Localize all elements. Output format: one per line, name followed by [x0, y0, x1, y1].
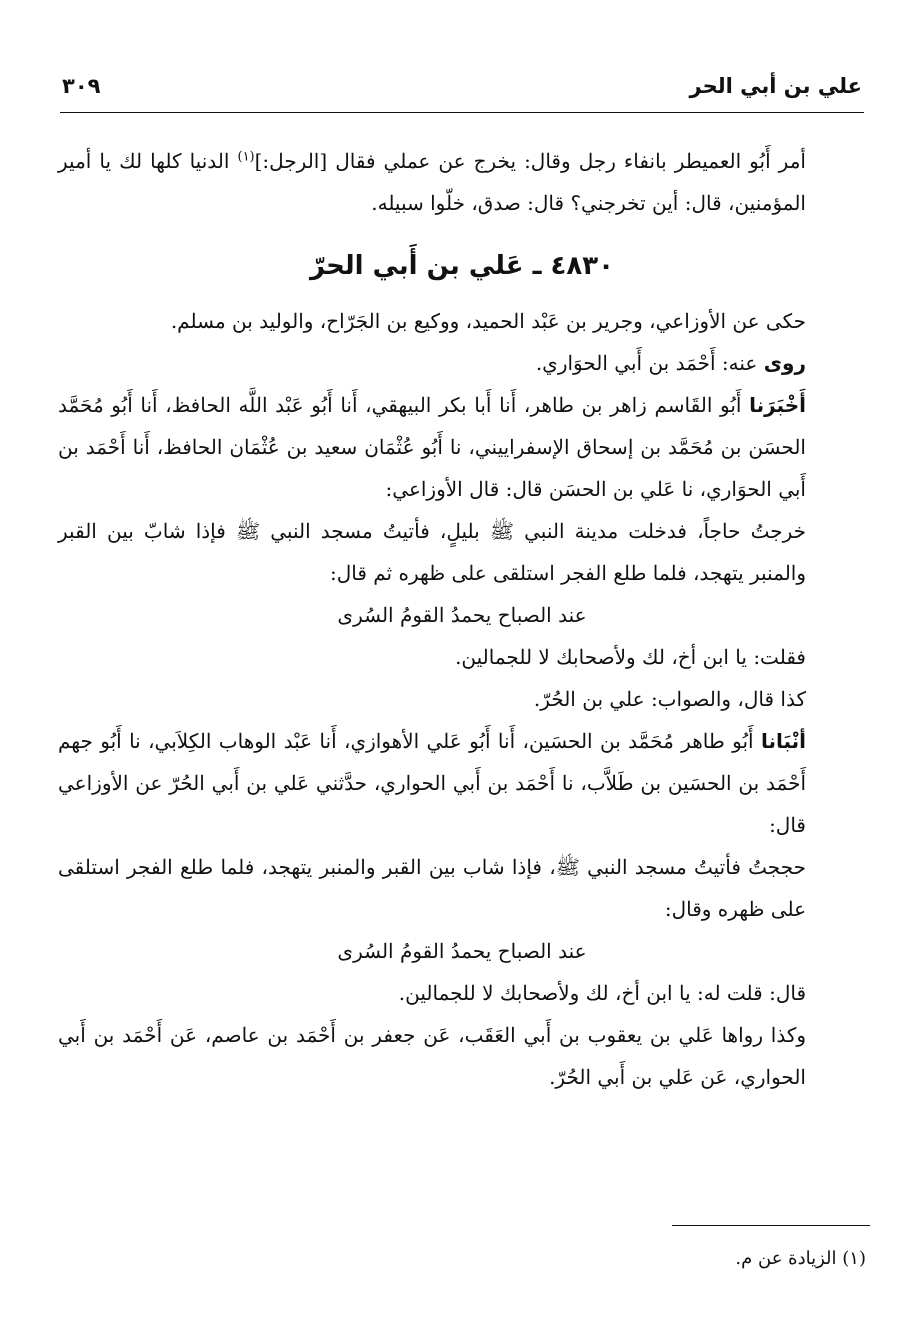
verse-line-2: عند الصباح يحمدُ القومُ السُرى [337, 939, 587, 963]
running-header-title: علي بن أبي الحر [689, 74, 862, 98]
narration-paragraph-2: فقلت: يا ابن أخ، لك ولأصحابك لا للجمالين. [455, 645, 806, 669]
footnote [735, 1248, 866, 1269]
anbana-lead: أنْبَانا [760, 729, 806, 753]
entry-paragraph-1: حكى عن الأوزاعي، وجرير بن عَبْد الحميد، ووكيع بن الجَرّاح، والوليد بن مسلم. [170, 309, 806, 333]
entry-paragraph-2 [58, 342, 866, 384]
header-rule [60, 112, 864, 113]
footnote-rule [672, 1225, 870, 1226]
narration-paragraph-3: حججتُ فأتيتُ مسجد النبي ﷺ، فإذا شاب بين القبر والمنبر يتهجد، فلما طلع الفجر استلقى على ظهره وقال: [58, 855, 806, 921]
page-body [58, 140, 866, 1098]
isnad-text-2: أَبُو طاهر مُحَمَّد بن الحسَين، أَنا أَبُو عَلي الأهوازي، أَنا عَبْد الوهاب الكِلاَبي، نا أَبُو جهم أَحْمَد بن الحسَين بن طَلاَّب، نا أَحْمَد بن أَبي الحواري، حدَّثني عَلي بن أَبي الحُرّ عن الأوزاعي قال: [58, 729, 806, 837]
footnote-marker: (١) [237, 149, 255, 165]
footnote-number: (١) [842, 1248, 866, 1269]
correction-note: كذا قال، والصواب: علي بن الحُرّ. [533, 687, 806, 711]
intro-paragraph [58, 140, 866, 224]
riwaya-lead: روى [763, 351, 806, 375]
isnad-text-1: أَبُو القَاسم زاهر بن طاهر، أَنا أَبا بكر البيهقي، أَنا أَبُو عَبْد اللَّه الحافظ، أَنا أَبُو مُحَمَّد الحسَن بن مُحَمَّد بن إسحاق الإسفراييني، نا أَبُو عُثْمَان سعيد بن عُثْمَان الحافظ، أَنا أَحْمَد بن أَبي الحوَاري، نا عَلي بن الحسَن قال: قال الأوزاعي: [58, 393, 806, 501]
verse-line-1: عند الصباح يحمدُ القومُ السُرى [337, 603, 587, 627]
closing-paragraph: وكذا رواها عَلي بن يعقوب بن أَبي العَقَب، عَن جعفر بن أَحْمَد بن عاصم، عَن أَحْمَد بن أَبي الحواري، عَن عَلي بن أَبي الحُرّ. [58, 1023, 806, 1089]
page-number: ٣٠٩ [62, 74, 101, 98]
intro-text-b: الدنيا كلها لك يا أمير المؤمنين، قال: أين تخرجني؟ قال: صدق، خلّوا سبيله. [58, 149, 806, 215]
intro-text-a: أمر أَبُو العميطر بانفاء رجل وقال: يخرج عن عملي فقال [الرجل:] [254, 149, 806, 173]
footnote-text: الزيادة عن م. [735, 1248, 837, 1269]
isnad-paragraph-2 [58, 720, 866, 846]
narration-paragraph-1: خرجتُ حاجاً، فدخلت مدينة النبي ﷺ بليلٍ، فأتيتُ مسجد النبي ﷺ فإذا شابّ بين القبر والمنبر يتهجد، فلما طلع الفجر استلقى على ظهره ثم قال: [58, 519, 807, 585]
entry-heading: ٤٨٣٠ ـ عَلي بن أَبي الحرّ [309, 251, 615, 281]
isnad-paragraph-1 [58, 384, 866, 510]
riwaya-text: عنه: أَحْمَد بن أَبي الحوَاري. [535, 351, 764, 375]
narration-paragraph-4: قال: قلت له: يا ابن أخ، لك ولأصحابك لا للجمالين. [398, 981, 806, 1005]
akhbarana-lead: أَخْبَرَنا [749, 393, 806, 417]
